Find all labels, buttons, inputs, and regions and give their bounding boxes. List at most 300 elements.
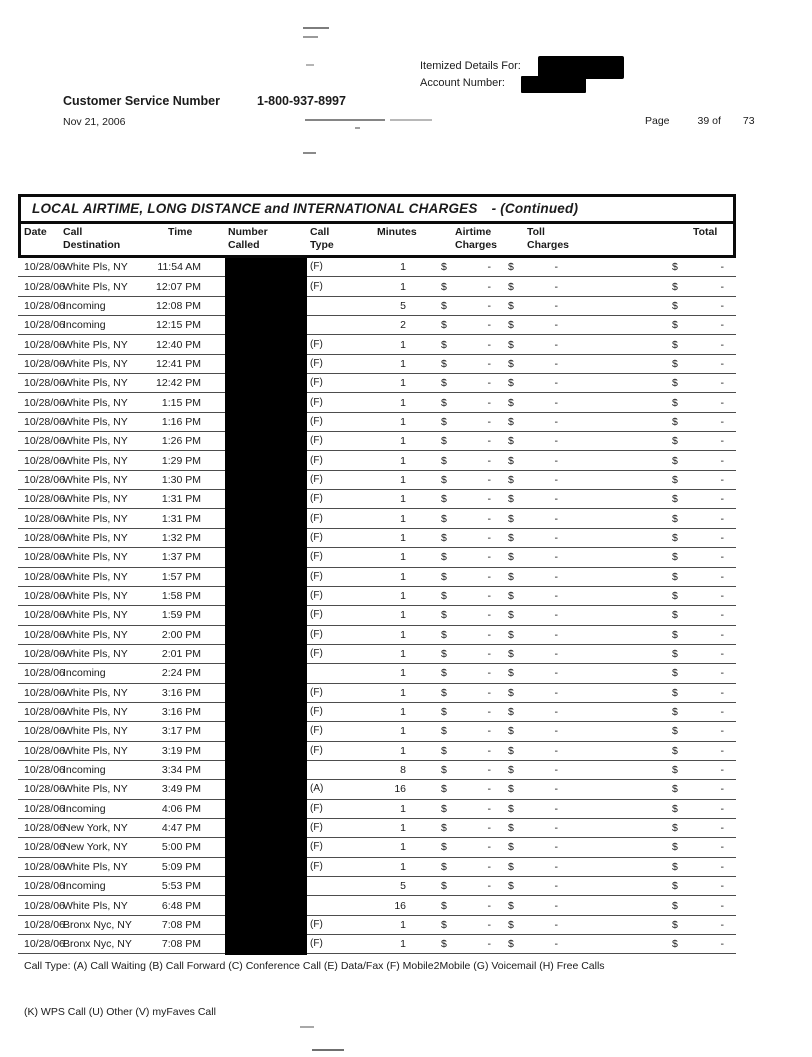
col-header-toll-charges: Toll Charges — [527, 226, 570, 251]
airtime-amount: - — [487, 280, 491, 293]
call-minutes: 16 — [394, 899, 406, 912]
dollar-sign: $ — [508, 319, 514, 332]
total-charge — [664, 687, 730, 699]
call-time: 5:09 PM — [161, 860, 201, 873]
airtime-charge — [406, 919, 498, 931]
dollar-sign: $ — [508, 686, 514, 699]
call-time: 2:00 PM — [161, 628, 201, 641]
toll-charge — [498, 474, 566, 486]
dollar-sign: $ — [508, 783, 514, 796]
call-minutes: 1 — [400, 396, 406, 409]
total-amount: - — [720, 570, 724, 583]
total-amount: - — [720, 396, 724, 409]
call-date: 10/28/06 — [24, 377, 65, 390]
dollar-sign: $ — [508, 648, 514, 661]
airtime-charge — [406, 435, 498, 447]
call-record-row — [18, 761, 736, 780]
dollar-sign: $ — [672, 822, 678, 835]
toll-charge — [498, 261, 566, 273]
airtime-amount: - — [487, 299, 491, 312]
call-date: 10/28/06 — [24, 899, 65, 912]
call-record-row — [18, 877, 736, 896]
scan-mark — [355, 127, 360, 129]
airtime-charge — [406, 319, 498, 331]
call-time: 1:57 PM — [161, 570, 201, 583]
call-date: 10/28/06 — [24, 454, 65, 467]
call-destination: Incoming — [63, 802, 106, 815]
call-destination: Incoming — [63, 667, 106, 680]
call-minutes: 1 — [400, 841, 406, 854]
call-record-row — [18, 703, 736, 722]
dollar-sign: $ — [441, 396, 447, 409]
scan-mark — [303, 152, 316, 154]
call-date: 10/28/06 — [24, 764, 65, 777]
toll-charge — [498, 900, 566, 912]
dollar-sign: $ — [441, 531, 447, 544]
call-type-code: (F) — [310, 918, 323, 930]
airtime-charge — [406, 745, 498, 757]
airtime-amount: - — [487, 725, 491, 738]
call-time: 1:37 PM — [161, 551, 201, 564]
call-date: 10/28/06 — [24, 415, 65, 428]
call-destination: White Pls, NY — [63, 783, 128, 796]
dollar-sign: $ — [672, 918, 678, 931]
dollar-sign: $ — [441, 609, 447, 622]
account-number-label: Account Number: — [420, 77, 505, 89]
total-amount: - — [720, 473, 724, 486]
call-type-code: (F) — [310, 628, 323, 640]
call-time: 1:16 PM — [161, 415, 201, 428]
toll-amount: - — [554, 744, 558, 757]
call-time: 12:40 PM — [156, 338, 201, 351]
dollar-sign: $ — [508, 590, 514, 603]
airtime-charge — [406, 880, 498, 892]
total-charge — [664, 919, 730, 931]
dollar-sign: $ — [508, 551, 514, 564]
total-charge — [664, 571, 730, 583]
call-minutes: 1 — [400, 415, 406, 428]
dollar-sign: $ — [672, 493, 678, 506]
dollar-sign: $ — [508, 473, 514, 486]
call-date: 10/28/06 — [24, 802, 65, 815]
airtime-amount: - — [487, 609, 491, 622]
dollar-sign: $ — [672, 551, 678, 564]
call-rows — [18, 258, 736, 954]
total-charge — [664, 745, 730, 757]
airtime-charge — [406, 629, 498, 641]
toll-charge — [498, 629, 566, 641]
call-destination: White Pls, NY — [63, 377, 128, 390]
call-time: 4:06 PM — [161, 802, 201, 815]
total-charge — [664, 455, 730, 467]
airtime-amount: - — [487, 648, 491, 661]
call-record-row — [18, 277, 736, 296]
dollar-sign: $ — [672, 512, 678, 525]
call-type-code: (F) — [310, 377, 323, 389]
call-record-row — [18, 509, 736, 528]
total-amount: - — [720, 841, 724, 854]
customer-service-label: Customer Service Number — [63, 94, 221, 108]
total-amount: - — [720, 667, 724, 680]
dollar-sign: $ — [508, 338, 514, 351]
call-date: 10/28/06 — [24, 744, 65, 757]
airtime-amount: - — [487, 628, 491, 641]
toll-charge — [498, 339, 566, 351]
dollar-sign: $ — [508, 280, 514, 293]
airtime-amount: - — [487, 512, 491, 525]
call-destination: New York, NY — [63, 822, 128, 835]
toll-charge — [498, 764, 566, 776]
toll-amount: - — [554, 551, 558, 564]
toll-amount: - — [554, 667, 558, 680]
col-header-time: Time — [168, 226, 193, 238]
airtime-charge — [406, 667, 498, 679]
call-destination: Incoming — [63, 299, 106, 312]
call-minutes: 1 — [400, 261, 406, 274]
call-destination: White Pls, NY — [63, 280, 128, 293]
airtime-charge — [406, 706, 498, 718]
airtime-amount: - — [487, 454, 491, 467]
toll-charge — [498, 783, 566, 795]
total-charge — [664, 609, 730, 621]
toll-amount: - — [554, 802, 558, 815]
call-destination: Incoming — [63, 880, 106, 893]
call-date: 10/28/06 — [24, 357, 65, 370]
toll-charge — [498, 861, 566, 873]
dollar-sign: $ — [441, 415, 447, 428]
toll-amount: - — [554, 435, 558, 448]
call-destination: White Pls, NY — [63, 899, 128, 912]
call-destination: White Pls, NY — [63, 860, 128, 873]
call-minutes: 16 — [394, 783, 406, 796]
call-record-row — [18, 568, 736, 587]
call-destination: White Pls, NY — [63, 454, 128, 467]
airtime-amount: - — [487, 415, 491, 428]
call-minutes: 1 — [400, 725, 406, 738]
call-type-legend-line1: Call Type: (A) Call Waiting (B) Call Forward (C) Conference Call (E) Data/Fax (F) Mobile2Mobile (G) Voicemail (H) Free Calls — [24, 960, 605, 972]
total-amount: - — [720, 783, 724, 796]
call-date: 10/28/06 — [24, 648, 65, 661]
toll-amount: - — [554, 899, 558, 912]
toll-amount: - — [554, 783, 558, 796]
call-type-code: (F) — [310, 396, 323, 408]
call-type-code: (F) — [310, 570, 323, 582]
itemized-details-label: Itemized Details For: — [420, 60, 521, 72]
call-time: 5:00 PM — [161, 841, 201, 854]
call-minutes: 5 — [400, 299, 406, 312]
col-header-minutes: Minutes — [377, 226, 417, 238]
total-amount: - — [720, 938, 724, 951]
total-charge — [664, 590, 730, 602]
call-minutes: 5 — [400, 880, 406, 893]
call-time: 5:53 PM — [161, 880, 201, 893]
page-label: Page — [645, 115, 670, 127]
airtime-amount: - — [487, 880, 491, 893]
dollar-sign: $ — [508, 841, 514, 854]
call-record-row — [18, 838, 736, 857]
airtime-amount: - — [487, 590, 491, 603]
total-charge — [664, 764, 730, 776]
call-date: 10/28/06 — [24, 570, 65, 583]
dollar-sign: $ — [508, 609, 514, 622]
dollar-sign: $ — [441, 512, 447, 525]
call-time: 2:24 PM — [161, 667, 201, 680]
toll-charge — [498, 377, 566, 389]
total-amount: - — [720, 609, 724, 622]
col-header-total: Total — [693, 226, 718, 238]
call-destination: White Pls, NY — [63, 551, 128, 564]
call-date: 10/28/06 — [24, 783, 65, 796]
call-record-row — [18, 297, 736, 316]
table-column-headers — [21, 224, 733, 255]
dollar-sign: $ — [441, 454, 447, 467]
call-type-code: (F) — [310, 512, 323, 524]
airtime-amount: - — [487, 435, 491, 448]
total-amount: - — [720, 551, 724, 564]
call-date: 10/28/06 — [24, 473, 65, 486]
call-record-row — [18, 335, 736, 354]
call-record-row — [18, 548, 736, 567]
call-date: 10/28/06 — [24, 299, 65, 312]
toll-amount: - — [554, 493, 558, 506]
dollar-sign: $ — [672, 319, 678, 332]
toll-amount: - — [554, 415, 558, 428]
call-destination: White Pls, NY — [63, 725, 128, 738]
call-type-code: (A) — [310, 783, 324, 795]
dollar-sign: $ — [672, 396, 678, 409]
call-date: 10/28/06 — [24, 628, 65, 641]
total-charge — [664, 493, 730, 505]
call-type-code: (F) — [310, 725, 323, 737]
airtime-charge — [406, 455, 498, 467]
total-amount: - — [720, 764, 724, 777]
total-charge — [664, 397, 730, 409]
col-header-number-called: Number Called — [228, 226, 268, 251]
call-date: 10/28/06 — [24, 396, 65, 409]
airtime-amount: - — [487, 918, 491, 931]
call-time: 1:15 PM — [161, 396, 201, 409]
toll-amount: - — [554, 648, 558, 661]
dollar-sign: $ — [441, 744, 447, 757]
dollar-sign: $ — [441, 802, 447, 815]
statement-date: Nov 21, 2006 — [63, 116, 126, 128]
airtime-charge — [406, 551, 498, 563]
call-minutes: 1 — [400, 744, 406, 757]
total-charge — [664, 532, 730, 544]
total-amount: - — [720, 860, 724, 873]
page-indicator — [645, 115, 755, 127]
dollar-sign: $ — [672, 686, 678, 699]
call-record-row — [18, 858, 736, 877]
dollar-sign: $ — [672, 667, 678, 680]
airtime-amount: - — [487, 473, 491, 486]
dollar-sign: $ — [508, 377, 514, 390]
dollar-sign: $ — [508, 802, 514, 815]
dollar-sign: $ — [441, 880, 447, 893]
call-record-row — [18, 935, 736, 954]
total-amount: - — [720, 415, 724, 428]
toll-amount: - — [554, 609, 558, 622]
call-time: 3:49 PM — [161, 783, 201, 796]
call-date: 10/28/06 — [24, 706, 65, 719]
call-minutes: 1 — [400, 706, 406, 719]
call-time: 1:59 PM — [161, 609, 201, 622]
total-amount: - — [720, 802, 724, 815]
toll-charge — [498, 300, 566, 312]
dollar-sign: $ — [441, 899, 447, 912]
call-time: 1:58 PM — [161, 590, 201, 603]
customer-service-number: 1-800-937-8997 — [257, 94, 346, 108]
dollar-sign: $ — [672, 377, 678, 390]
call-date: 10/28/06 — [24, 261, 65, 274]
call-minutes: 1 — [400, 802, 406, 815]
total-charge — [664, 416, 730, 428]
call-type-legend-line2: (K) WPS Call (U) Other (V) myFaves Call — [24, 1006, 216, 1018]
call-type-code: (F) — [310, 648, 323, 660]
dollar-sign: $ — [441, 338, 447, 351]
page-total: 73 — [742, 115, 755, 127]
airtime-charge — [406, 358, 498, 370]
call-date: 10/28/06 — [24, 280, 65, 293]
call-record-row — [18, 626, 736, 645]
call-type-code: (F) — [310, 473, 323, 485]
total-charge — [664, 648, 730, 660]
dollar-sign: $ — [508, 299, 514, 312]
airtime-charge — [406, 281, 498, 293]
airtime-charge — [406, 532, 498, 544]
call-minutes: 1 — [400, 648, 406, 661]
toll-charge — [498, 513, 566, 525]
airtime-charge — [406, 261, 498, 273]
table-title — [21, 197, 733, 224]
toll-amount: - — [554, 357, 558, 370]
call-destination: Incoming — [63, 764, 106, 777]
call-record-row — [18, 606, 736, 625]
total-amount: - — [720, 648, 724, 661]
call-minutes: 1 — [400, 512, 406, 525]
call-time: 3:19 PM — [161, 744, 201, 757]
total-amount: - — [720, 706, 724, 719]
scan-mark — [306, 64, 314, 66]
airtime-amount: - — [487, 667, 491, 680]
dollar-sign: $ — [508, 899, 514, 912]
call-type-code: (F) — [310, 338, 323, 350]
call-destination: White Pls, NY — [63, 435, 128, 448]
call-minutes: 1 — [400, 938, 406, 951]
call-date: 10/28/06 — [24, 667, 65, 680]
total-charge — [664, 300, 730, 312]
total-amount: - — [720, 261, 724, 274]
toll-amount: - — [554, 512, 558, 525]
toll-amount: - — [554, 764, 558, 777]
scan-mark — [303, 36, 318, 38]
dollar-sign: $ — [508, 512, 514, 525]
dollar-sign: $ — [508, 435, 514, 448]
call-type-code: (F) — [310, 531, 323, 543]
airtime-amount: - — [487, 396, 491, 409]
call-minutes: 1 — [400, 493, 406, 506]
dollar-sign: $ — [672, 357, 678, 370]
airtime-amount: - — [487, 764, 491, 777]
dollar-sign: $ — [672, 725, 678, 738]
call-record-row — [18, 432, 736, 451]
scan-mark — [300, 1026, 314, 1028]
dollar-sign: $ — [508, 628, 514, 641]
call-minutes: 1 — [400, 377, 406, 390]
call-destination: White Pls, NY — [63, 744, 128, 757]
call-record-row — [18, 258, 736, 277]
call-minutes: 1 — [400, 435, 406, 448]
dollar-sign: $ — [508, 822, 514, 835]
toll-charge — [498, 745, 566, 757]
call-type-code: (F) — [310, 860, 323, 872]
toll-charge — [498, 493, 566, 505]
toll-amount: - — [554, 725, 558, 738]
call-destination: White Pls, NY — [63, 338, 128, 351]
call-record-row — [18, 742, 736, 761]
dollar-sign: $ — [441, 764, 447, 777]
call-time: 12:15 PM — [156, 319, 201, 332]
airtime-charge — [406, 377, 498, 389]
call-type-code: (F) — [310, 744, 323, 756]
toll-amount: - — [554, 686, 558, 699]
airtime-charge — [406, 822, 498, 834]
toll-charge — [498, 532, 566, 544]
dollar-sign: $ — [672, 531, 678, 544]
toll-amount: - — [554, 938, 558, 951]
dollar-sign: $ — [508, 938, 514, 951]
dollar-sign: $ — [672, 609, 678, 622]
airtime-amount: - — [487, 706, 491, 719]
call-date: 10/28/06 — [24, 609, 65, 622]
toll-charge — [498, 590, 566, 602]
call-minutes: 1 — [400, 570, 406, 583]
call-record-row — [18, 645, 736, 664]
redacted-number-called-column — [225, 258, 307, 955]
dollar-sign: $ — [508, 531, 514, 544]
dollar-sign: $ — [508, 725, 514, 738]
dollar-sign: $ — [508, 918, 514, 931]
call-date: 10/28/06 — [24, 531, 65, 544]
call-record-row — [18, 471, 736, 490]
call-minutes: 1 — [400, 280, 406, 293]
total-amount: - — [720, 377, 724, 390]
call-time: 12:07 PM — [156, 280, 201, 293]
airtime-charge — [406, 861, 498, 873]
call-record-row — [18, 355, 736, 374]
call-destination: White Pls, NY — [63, 531, 128, 544]
toll-charge — [498, 358, 566, 370]
total-charge — [664, 629, 730, 641]
dollar-sign: $ — [508, 706, 514, 719]
airtime-charge — [406, 493, 498, 505]
dollar-sign: $ — [441, 938, 447, 951]
dollar-sign: $ — [508, 415, 514, 428]
airtime-charge — [406, 900, 498, 912]
call-time: 11:54 AM — [157, 261, 201, 274]
airtime-amount: - — [487, 686, 491, 699]
airtime-charge — [406, 513, 498, 525]
total-amount: - — [720, 280, 724, 293]
toll-amount: - — [554, 299, 558, 312]
call-destination: White Pls, NY — [63, 415, 128, 428]
airtime-charge — [406, 764, 498, 776]
call-type-code: (F) — [310, 609, 323, 621]
total-amount: - — [720, 319, 724, 332]
total-charge — [664, 667, 730, 679]
charges-table — [18, 194, 736, 954]
call-time: 2:01 PM — [161, 648, 201, 661]
